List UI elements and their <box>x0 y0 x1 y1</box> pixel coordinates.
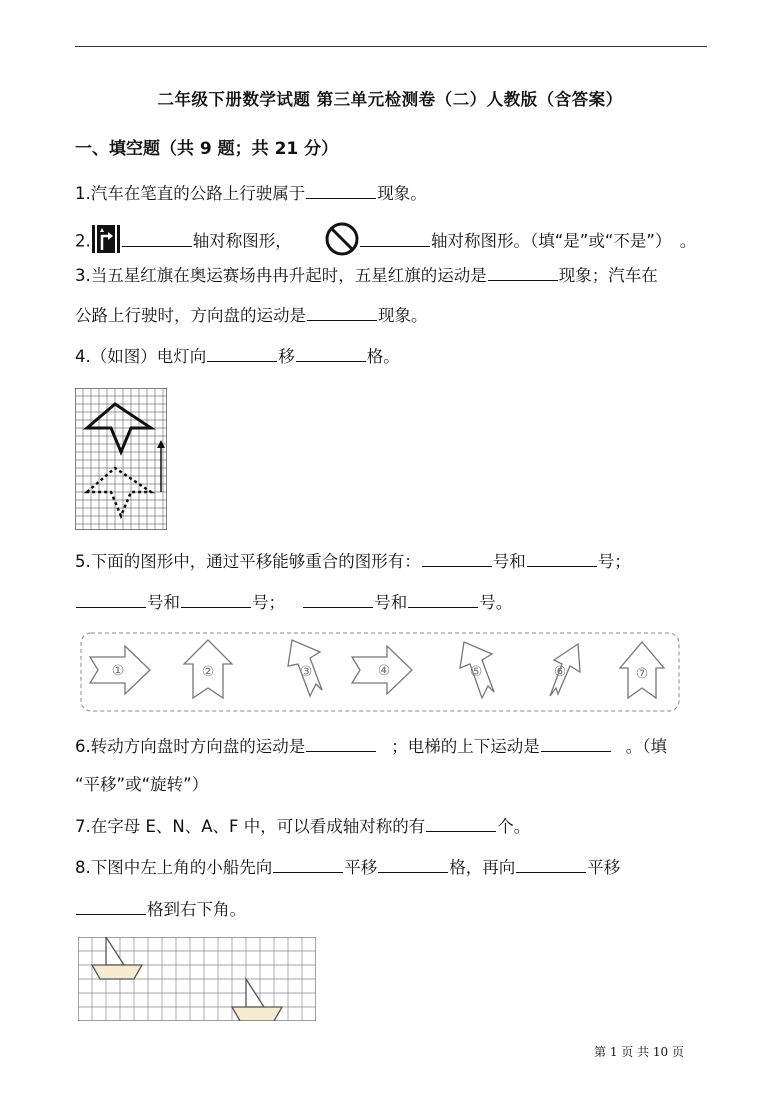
question-1 <box>75 182 427 205</box>
answer-blank[interactable] <box>207 345 277 362</box>
page-number: 第 1 页 共 10 页 <box>594 1045 684 1059</box>
no-entry-sign-icon <box>325 222 359 262</box>
q2-text-end: 轴对称图形。（填“是”或“不是”） 。 <box>431 231 697 251</box>
q8-text-5: 格到右下角。 <box>147 900 246 919</box>
answer-blank[interactable] <box>360 230 430 247</box>
page-title: 二年级下册数学试题 第三单元检测卷（二）人教版（含答案） <box>157 90 623 109</box>
answer-blank[interactable] <box>76 898 146 915</box>
q7-text: 7.在字母 E、N、A、F 中，可以看成轴对称的有 <box>75 817 426 836</box>
answer-blank[interactable] <box>408 591 478 608</box>
question-5-line1 <box>75 550 631 573</box>
q3-text: 3.当五星红旗在奥运赛场冉冉升起时，五星红旗的运动是 <box>75 266 487 285</box>
arrow-label-5: ⑤ <box>469 664 483 680</box>
section-heading: 一、填空题（共 9 题；共 21 分） <box>75 139 339 159</box>
q5-text-3: 号； <box>597 552 631 571</box>
q5-text-2: 号和 <box>492 552 526 571</box>
answer-blank[interactable] <box>541 735 611 752</box>
answer-blank[interactable] <box>527 550 597 567</box>
answer-blank[interactable] <box>307 304 377 321</box>
q1-text: 1.汽车在笔直的公路上行驶属于 <box>75 184 306 203</box>
q2-number: 2. <box>75 231 91 251</box>
answer-blank[interactable] <box>273 856 343 873</box>
answer-blank[interactable] <box>306 182 376 199</box>
q3-text-2: 公路上行驶时，方向盘的运动是 <box>75 306 306 325</box>
q4-text-mid: 移 <box>278 347 295 366</box>
q3-text-end: 现象。 <box>378 306 428 325</box>
question-5-line2 <box>75 591 512 614</box>
question-3-line1 <box>75 264 658 287</box>
answer-blank[interactable] <box>303 591 373 608</box>
q6-text-4: “平移”或“旋转”） <box>75 775 209 794</box>
q7-text-end: 个。 <box>497 817 531 836</box>
q6-text-2: ；电梯的上下运动是 <box>391 737 540 756</box>
answer-blank[interactable] <box>122 230 192 247</box>
answer-blank[interactable] <box>296 345 366 362</box>
lamp-grid-figure <box>75 388 167 534</box>
q1-text-end: 现象。 <box>377 184 427 203</box>
arrow-label-3: ③ <box>299 664 313 680</box>
question-8-line1 <box>75 856 620 879</box>
arrow-label-6: ⑥ <box>553 664 567 680</box>
header-rule <box>75 46 707 47</box>
arrow-label-7: ⑦ <box>635 666 649 682</box>
answer-blank[interactable] <box>422 550 492 567</box>
answer-blank[interactable] <box>181 591 251 608</box>
q5-text-6: 号和 <box>374 593 408 612</box>
answer-blank[interactable] <box>76 591 146 608</box>
turn-sign-icon <box>91 224 121 260</box>
q5-text-5: 号； <box>252 593 285 612</box>
boat-grid-figure <box>78 937 316 1025</box>
question-3-line2 <box>75 304 428 327</box>
answer-blank[interactable] <box>516 856 586 873</box>
q8-text: 8.下图中左上角的小船先向 <box>75 858 273 877</box>
answer-blank[interactable] <box>378 856 448 873</box>
arrow-label-1: ① <box>111 663 125 679</box>
answer-blank[interactable] <box>306 735 376 752</box>
q4-text-end: 格。 <box>366 347 400 366</box>
q5-text-7: 号。 <box>479 593 513 612</box>
q5-text-4: 号和 <box>147 593 180 612</box>
answer-blank[interactable] <box>488 264 558 281</box>
arrow-label-4: ④ <box>377 663 391 679</box>
question-6-line2 <box>75 774 208 796</box>
question-2 <box>75 222 696 262</box>
q6-text: 6.转动方向盘时方向盘的运动是 <box>75 737 306 756</box>
q5-text: 5.下面的图形中，通过平移能够重合的图形有： <box>75 552 421 571</box>
question-8-line2 <box>75 898 246 921</box>
q3-text-mid: 现象；汽车在 <box>558 266 658 285</box>
q2-text: 轴对称图形， <box>192 231 292 251</box>
q4-text: 4.（如图）电灯向 <box>75 347 207 366</box>
q6-text-3: 。（填 <box>625 737 667 756</box>
question-6-line1 <box>75 735 667 758</box>
answer-blank[interactable] <box>426 815 496 832</box>
question-7 <box>75 815 530 838</box>
q8-text-4: 平移 <box>587 858 621 877</box>
q8-text-2: 平移 <box>344 858 378 877</box>
arrow-shapes-figure <box>80 632 680 716</box>
q8-text-3: 格，再向 <box>449 858 516 877</box>
question-4 <box>75 345 400 368</box>
arrow-label-2: ② <box>201 664 215 680</box>
